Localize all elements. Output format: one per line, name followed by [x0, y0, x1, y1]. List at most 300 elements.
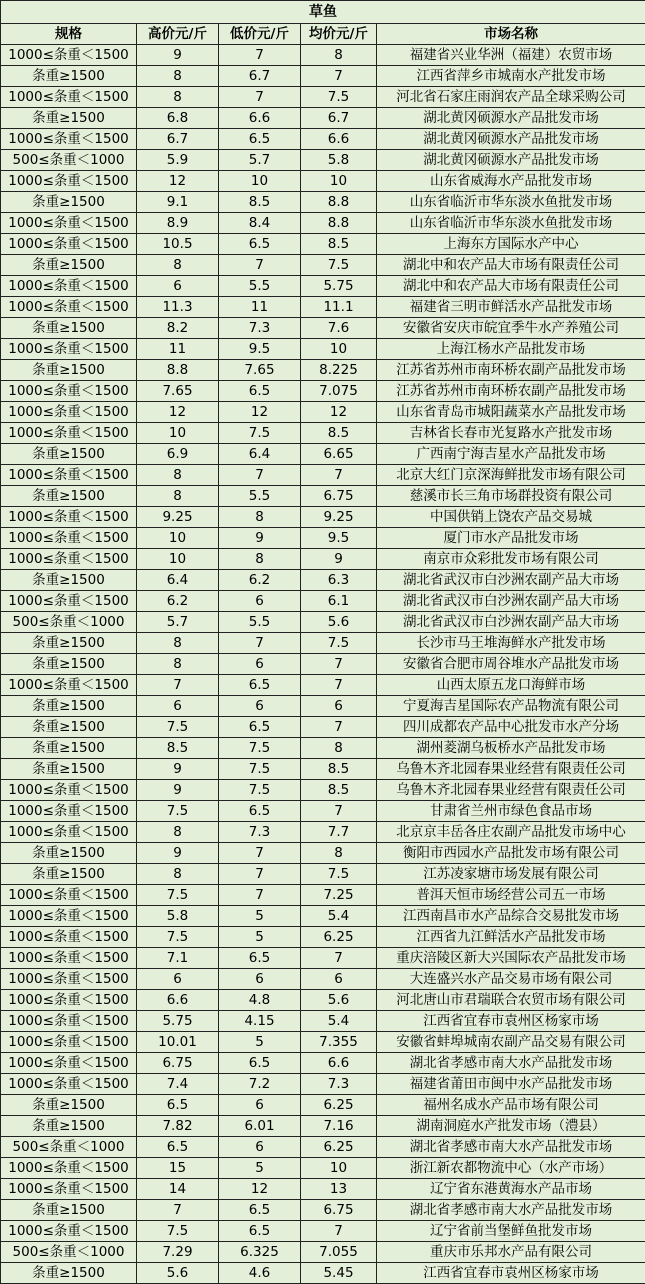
table-row — [1, 1242, 645, 1263]
cell-market-name: 湖北黄冈硕源水产品批发市场 — [377, 150, 645, 171]
header-low-price: 低价元/斤 — [219, 24, 301, 45]
table-row — [1, 696, 645, 717]
cell-high-price: 6.8 — [137, 108, 219, 129]
cell-avg-price: 7 — [301, 801, 377, 822]
cell-low-price: 6.4 — [219, 444, 301, 465]
cell-avg-price: 9.25 — [301, 507, 377, 528]
table-row — [1, 654, 645, 675]
table-row — [1, 1158, 645, 1179]
cell-market-name: 浙江新农都物流中心（水产市场） — [377, 1158, 645, 1179]
cell-low-price: 5.5 — [219, 486, 301, 507]
table-row — [1, 1263, 645, 1284]
table-row — [1, 444, 645, 465]
cell-low-price: 7.3 — [219, 318, 301, 339]
cell-high-price: 10 — [137, 549, 219, 570]
cell-high-price: 7.5 — [137, 717, 219, 738]
cell-high-price: 5.7 — [137, 612, 219, 633]
cell-spec: 1000≤条重＜1500 — [1, 402, 137, 423]
cell-market-name: 福建省兴业华洲（福建）农贸市场 — [377, 45, 645, 66]
table-row — [1, 465, 645, 486]
cell-low-price: 6.5 — [219, 234, 301, 255]
cell-avg-price: 6.25 — [301, 927, 377, 948]
table-row — [1, 1011, 645, 1032]
cell-spec: 1000≤条重＜1500 — [1, 465, 137, 486]
cell-high-price: 6 — [137, 276, 219, 297]
table-row — [1, 801, 645, 822]
cell-spec: 条重≥1500 — [1, 570, 137, 591]
table-row — [1, 1032, 645, 1053]
cell-low-price: 7 — [219, 633, 301, 654]
cell-high-price: 9.1 — [137, 192, 219, 213]
cell-market-name: 重庆市乐邦水产品有限公司 — [377, 1242, 645, 1263]
cell-market-name: 湖北省孝感市南大水产品批发市场 — [377, 1053, 645, 1074]
cell-market-name: 江西省萍乡市城南水产批发市场 — [377, 66, 645, 87]
cell-avg-price: 7 — [301, 948, 377, 969]
table-row — [1, 1116, 645, 1137]
table-row — [1, 87, 645, 108]
cell-market-name: 上海东方国际水产中心 — [377, 234, 645, 255]
cell-high-price: 8 — [137, 654, 219, 675]
cell-spec: 1000≤条重＜1500 — [1, 234, 137, 255]
cell-low-price: 8 — [219, 549, 301, 570]
cell-high-price: 6.5 — [137, 1095, 219, 1116]
cell-market-name: 福建省三明市鲜活水产品批发市场 — [377, 297, 645, 318]
cell-high-price: 6 — [137, 696, 219, 717]
table-row — [1, 1137, 645, 1158]
cell-avg-price: 5.6 — [301, 990, 377, 1011]
cell-spec: 500≤条重＜1000 — [1, 150, 137, 171]
cell-market-name: 湖北省武汉市白沙洲农副产品大市场 — [377, 591, 645, 612]
cell-avg-price: 6.1 — [301, 591, 377, 612]
cell-avg-price: 6 — [301, 696, 377, 717]
cell-low-price: 5 — [219, 1032, 301, 1053]
cell-spec: 500≤条重＜1000 — [1, 612, 137, 633]
cell-low-price: 7 — [219, 864, 301, 885]
cell-high-price: 6.5 — [137, 1137, 219, 1158]
cell-market-name: 山东省青岛市城阳蔬菜水产品批发市场 — [377, 402, 645, 423]
cell-spec: 1000≤条重＜1500 — [1, 507, 137, 528]
cell-spec: 1000≤条重＜1500 — [1, 927, 137, 948]
cell-low-price: 6 — [219, 591, 301, 612]
cell-spec: 1000≤条重＜1500 — [1, 591, 137, 612]
cell-market-name: 长沙市马王堆海鲜水产批发市场 — [377, 633, 645, 654]
cell-high-price: 7.82 — [137, 1116, 219, 1137]
cell-spec: 1000≤条重＜1500 — [1, 948, 137, 969]
cell-market-name: 宁夏海吉星国际农产品物流有限公司 — [377, 696, 645, 717]
cell-low-price: 7.2 — [219, 1074, 301, 1095]
cell-low-price: 6.01 — [219, 1116, 301, 1137]
table-row — [1, 1179, 645, 1200]
table-row — [1, 1221, 645, 1242]
table-row — [1, 612, 645, 633]
cell-avg-price: 5.45 — [301, 1263, 377, 1284]
table-row — [1, 297, 645, 318]
cell-low-price: 6.325 — [219, 1242, 301, 1263]
cell-high-price: 8 — [137, 255, 219, 276]
cell-spec: 1000≤条重＜1500 — [1, 969, 137, 990]
cell-spec: 条重≥1500 — [1, 1095, 137, 1116]
cell-market-name: 湖北中和农产品大市场有限责任公司 — [377, 276, 645, 297]
cell-spec: 1000≤条重＜1500 — [1, 1032, 137, 1053]
cell-high-price: 8 — [137, 465, 219, 486]
cell-market-name: 慈溪市长三角市场群投资有限公司 — [377, 486, 645, 507]
cell-low-price: 7.5 — [219, 780, 301, 801]
cell-avg-price: 7.3 — [301, 1074, 377, 1095]
cell-high-price: 10.5 — [137, 234, 219, 255]
table-row — [1, 780, 645, 801]
cell-market-name: 湖北省孝感市南大水产品批发市场 — [377, 1200, 645, 1221]
cell-avg-price: 7.5 — [301, 255, 377, 276]
table-row — [1, 570, 645, 591]
cell-high-price: 5.6 — [137, 1263, 219, 1284]
cell-spec: 条重≥1500 — [1, 66, 137, 87]
cell-spec: 1000≤条重＜1500 — [1, 822, 137, 843]
cell-low-price: 7 — [219, 45, 301, 66]
cell-market-name: 厦门市水产品批发市场 — [377, 528, 645, 549]
cell-low-price: 12 — [219, 402, 301, 423]
cell-low-price: 6.7 — [219, 66, 301, 87]
table-row — [1, 864, 645, 885]
cell-market-name: 江苏省苏州市南环桥农副产品批发市场 — [377, 360, 645, 381]
cell-high-price: 6.7 — [137, 129, 219, 150]
cell-market-name: 湖北黄冈硕源水产品批发市场 — [377, 129, 645, 150]
cell-low-price: 6.5 — [219, 801, 301, 822]
cell-low-price: 5 — [219, 927, 301, 948]
cell-low-price: 7 — [219, 255, 301, 276]
header-row — [1, 24, 645, 45]
cell-low-price: 5 — [219, 1158, 301, 1179]
cell-high-price: 7.1 — [137, 948, 219, 969]
cell-high-price: 7.29 — [137, 1242, 219, 1263]
cell-market-name: 乌鲁木齐北园春果业经营有限责任公司 — [377, 780, 645, 801]
cell-high-price: 7.5 — [137, 801, 219, 822]
cell-avg-price: 6.75 — [301, 486, 377, 507]
cell-spec: 条重≥1500 — [1, 360, 137, 381]
header-high-price: 高价元/斤 — [137, 24, 219, 45]
cell-high-price: 15 — [137, 1158, 219, 1179]
cell-avg-price: 12 — [301, 402, 377, 423]
cell-low-price: 6.5 — [219, 381, 301, 402]
cell-market-name: 甘肃省兰州市绿色食品市场 — [377, 801, 645, 822]
cell-spec: 条重≥1500 — [1, 318, 137, 339]
cell-avg-price: 7 — [301, 1221, 377, 1242]
cell-low-price: 4.8 — [219, 990, 301, 1011]
table-row — [1, 276, 645, 297]
cell-avg-price: 8.5 — [301, 423, 377, 444]
table-row — [1, 759, 645, 780]
cell-spec: 条重≥1500 — [1, 738, 137, 759]
cell-avg-price: 7.5 — [301, 87, 377, 108]
cell-avg-price: 13 — [301, 1179, 377, 1200]
cell-market-name: 江西省宜春市袁州区杨家市场 — [377, 1263, 645, 1284]
cell-spec: 条重≥1500 — [1, 255, 137, 276]
cell-spec: 1000≤条重＜1500 — [1, 1053, 137, 1074]
cell-avg-price: 7.5 — [301, 864, 377, 885]
cell-spec: 1000≤条重＜1500 — [1, 87, 137, 108]
cell-spec: 条重≥1500 — [1, 633, 137, 654]
cell-high-price: 6.6 — [137, 990, 219, 1011]
cell-market-name: 北京京丰岳各庄农副产品批发市场中心 — [377, 822, 645, 843]
cell-high-price: 9 — [137, 45, 219, 66]
cell-high-price: 6 — [137, 969, 219, 990]
cell-market-name: 江西省九江鲜活水产品批发市场 — [377, 927, 645, 948]
cell-low-price: 5.5 — [219, 276, 301, 297]
cell-avg-price: 6.75 — [301, 1200, 377, 1221]
table-row — [1, 549, 645, 570]
cell-market-name: 乌鲁木齐北园春果业经营有限责任公司 — [377, 759, 645, 780]
cell-low-price: 6 — [219, 969, 301, 990]
cell-high-price: 6.2 — [137, 591, 219, 612]
cell-avg-price: 8.225 — [301, 360, 377, 381]
cell-market-name: 安徽省安庆市皖宜季牛水产养殖公司 — [377, 318, 645, 339]
cell-low-price: 8 — [219, 507, 301, 528]
price-table-body — [1, 1, 645, 1284]
table-row — [1, 402, 645, 423]
cell-spec: 条重≥1500 — [1, 444, 137, 465]
table-row — [1, 1074, 645, 1095]
cell-market-name: 北京大红门京深海鲜批发市场有限公司 — [377, 465, 645, 486]
title-row — [1, 1, 645, 24]
cell-high-price: 7.5 — [137, 1221, 219, 1242]
cell-low-price: 6 — [219, 1137, 301, 1158]
table-row — [1, 675, 645, 696]
cell-avg-price: 9 — [301, 549, 377, 570]
cell-avg-price: 5.6 — [301, 612, 377, 633]
cell-avg-price: 7 — [301, 66, 377, 87]
table-row — [1, 234, 645, 255]
cell-high-price: 7.4 — [137, 1074, 219, 1095]
cell-low-price: 5 — [219, 906, 301, 927]
cell-avg-price: 5.8 — [301, 150, 377, 171]
cell-low-price: 6.5 — [219, 717, 301, 738]
cell-low-price: 6.5 — [219, 948, 301, 969]
cell-high-price: 5.9 — [137, 150, 219, 171]
cell-market-name: 湖北省武汉市白沙洲农副产品大市场 — [377, 570, 645, 591]
cell-market-name: 江苏凌家塘市场发展有限公司 — [377, 864, 645, 885]
cell-avg-price: 8.5 — [301, 780, 377, 801]
cell-avg-price: 8.8 — [301, 192, 377, 213]
cell-spec: 1000≤条重＜1500 — [1, 990, 137, 1011]
cell-low-price: 4.6 — [219, 1263, 301, 1284]
table-row — [1, 486, 645, 507]
cell-low-price: 7.65 — [219, 360, 301, 381]
cell-spec: 条重≥1500 — [1, 864, 137, 885]
cell-high-price: 10 — [137, 423, 219, 444]
cell-spec: 1000≤条重＜1500 — [1, 129, 137, 150]
cell-market-name: 湖南洞庭水产批发市场（澧县） — [377, 1116, 645, 1137]
cell-market-name: 湖北黄冈硕源水产品批发市场 — [377, 108, 645, 129]
cell-market-name: 辽宁省前当堡鲜鱼批发市场 — [377, 1221, 645, 1242]
cell-avg-price: 8.8 — [301, 213, 377, 234]
cell-spec: 1000≤条重＜1500 — [1, 1179, 137, 1200]
cell-avg-price: 6.3 — [301, 570, 377, 591]
cell-high-price: 8.9 — [137, 213, 219, 234]
cell-high-price: 8 — [137, 486, 219, 507]
header-avg-price: 均价元/斤 — [301, 24, 377, 45]
cell-low-price: 12 — [219, 1179, 301, 1200]
cell-spec: 1000≤条重＜1500 — [1, 381, 137, 402]
table-title: 草鱼 — [1, 1, 645, 24]
cell-market-name: 安徽省蚌埠城南农副产品交易有限公司 — [377, 1032, 645, 1053]
cell-avg-price: 5.4 — [301, 1011, 377, 1032]
cell-market-name: 大连盛兴水产品交易市场有限公司 — [377, 969, 645, 990]
cell-high-price: 7 — [137, 675, 219, 696]
cell-high-price: 10.01 — [137, 1032, 219, 1053]
header-market-name: 市场名称 — [377, 24, 645, 45]
table-row — [1, 423, 645, 444]
cell-spec: 1000≤条重＜1500 — [1, 885, 137, 906]
cell-low-price: 7 — [219, 885, 301, 906]
cell-spec: 1000≤条重＜1500 — [1, 1074, 137, 1095]
cell-low-price: 6.5 — [219, 1053, 301, 1074]
table-row — [1, 717, 645, 738]
table-row — [1, 318, 645, 339]
cell-low-price: 8.5 — [219, 192, 301, 213]
cell-market-name: 山东省威海水产品批发市场 — [377, 171, 645, 192]
cell-market-name: 湖州菱湖乌板桥水产品批发市场 — [377, 738, 645, 759]
cell-spec: 1000≤条重＜1500 — [1, 339, 137, 360]
cell-low-price: 7.3 — [219, 822, 301, 843]
cell-avg-price: 7.055 — [301, 1242, 377, 1263]
cell-market-name: 上海江杨水产品批发市场 — [377, 339, 645, 360]
cell-market-name: 江西省宜春市袁州区杨家市场 — [377, 1011, 645, 1032]
cell-low-price: 5.5 — [219, 612, 301, 633]
cell-market-name: 山东省临沂市华东淡水鱼批发市场 — [377, 213, 645, 234]
cell-high-price: 6.75 — [137, 1053, 219, 1074]
cell-avg-price: 9.5 — [301, 528, 377, 549]
table-row — [1, 843, 645, 864]
cell-market-name: 中国供销上饶农产品交易城 — [377, 507, 645, 528]
table-row — [1, 822, 645, 843]
cell-avg-price: 7.6 — [301, 318, 377, 339]
cell-market-name: 湖北省武汉市白沙洲农副产品大市场 — [377, 612, 645, 633]
table-row — [1, 591, 645, 612]
cell-avg-price: 5.4 — [301, 906, 377, 927]
cell-avg-price: 7 — [301, 654, 377, 675]
table-row — [1, 129, 645, 150]
cell-low-price: 6 — [219, 696, 301, 717]
cell-spec: 条重≥1500 — [1, 192, 137, 213]
cell-avg-price: 6.65 — [301, 444, 377, 465]
cell-avg-price: 7.075 — [301, 381, 377, 402]
cell-spec: 条重≥1500 — [1, 1263, 137, 1284]
cell-high-price: 8 — [137, 66, 219, 87]
cell-high-price: 7.5 — [137, 885, 219, 906]
table-row — [1, 150, 645, 171]
table-row — [1, 381, 645, 402]
cell-spec: 条重≥1500 — [1, 108, 137, 129]
cell-low-price: 6.5 — [219, 1200, 301, 1221]
cell-avg-price: 7.25 — [301, 885, 377, 906]
table-row — [1, 45, 645, 66]
cell-high-price: 8.2 — [137, 318, 219, 339]
cell-low-price: 6.5 — [219, 129, 301, 150]
cell-low-price: 7.5 — [219, 738, 301, 759]
cell-low-price: 7 — [219, 465, 301, 486]
cell-low-price: 6.6 — [219, 108, 301, 129]
cell-low-price: 9.5 — [219, 339, 301, 360]
cell-market-name: 福建省莆田市闽中水产品批发市场 — [377, 1074, 645, 1095]
cell-spec: 1000≤条重＜1500 — [1, 297, 137, 318]
table-row — [1, 255, 645, 276]
cell-high-price: 7.5 — [137, 927, 219, 948]
cell-low-price: 6.2 — [219, 570, 301, 591]
cell-low-price: 11 — [219, 297, 301, 318]
cell-low-price: 6 — [219, 1095, 301, 1116]
cell-market-name: 普洱天恒市场经营公司五一市场 — [377, 885, 645, 906]
table-row — [1, 360, 645, 381]
cell-market-name: 湖北中和农产品大市场有限责任公司 — [377, 255, 645, 276]
cell-market-name: 吉林省长春市光复路水产批发市场 — [377, 423, 645, 444]
cell-low-price: 7.5 — [219, 423, 301, 444]
cell-market-name: 河北省石家庄雨润农产品全球采购公司 — [377, 87, 645, 108]
cell-low-price: 4.15 — [219, 1011, 301, 1032]
cell-low-price: 6.5 — [219, 1221, 301, 1242]
cell-market-name: 山西太原五龙口海鲜市场 — [377, 675, 645, 696]
cell-avg-price: 6.6 — [301, 129, 377, 150]
table-row — [1, 171, 645, 192]
cell-high-price: 8 — [137, 87, 219, 108]
cell-high-price: 8 — [137, 864, 219, 885]
cell-avg-price: 8 — [301, 843, 377, 864]
cell-market-name: 河北唐山市君瑞联合农贸市场有限公司 — [377, 990, 645, 1011]
cell-market-name: 江苏省苏州市南环桥农副产品批发市场 — [377, 381, 645, 402]
cell-avg-price: 6.7 — [301, 108, 377, 129]
cell-avg-price: 7.355 — [301, 1032, 377, 1053]
table-row — [1, 927, 645, 948]
cell-spec: 500≤条重＜1000 — [1, 1242, 137, 1263]
cell-high-price: 9.25 — [137, 507, 219, 528]
cell-high-price: 7 — [137, 1200, 219, 1221]
cell-spec: 1000≤条重＜1500 — [1, 675, 137, 696]
cell-avg-price: 10 — [301, 1158, 377, 1179]
table-row — [1, 339, 645, 360]
cell-market-name: 四川成都农产品中心批发市水产分场 — [377, 717, 645, 738]
cell-high-price: 8.8 — [137, 360, 219, 381]
cell-spec: 条重≥1500 — [1, 486, 137, 507]
table-row — [1, 885, 645, 906]
cell-market-name: 辽宁省东港黄海水产品市场 — [377, 1179, 645, 1200]
table-row — [1, 906, 645, 927]
cell-spec: 条重≥1500 — [1, 1116, 137, 1137]
table-row — [1, 990, 645, 1011]
cell-avg-price: 10 — [301, 339, 377, 360]
cell-market-name: 湖北省孝感市南大水产品批发市场 — [377, 1137, 645, 1158]
cell-avg-price: 7 — [301, 675, 377, 696]
cell-spec: 1000≤条重＜1500 — [1, 423, 137, 444]
cell-spec: 1000≤条重＜1500 — [1, 1158, 137, 1179]
cell-low-price: 6 — [219, 654, 301, 675]
cell-high-price: 5.75 — [137, 1011, 219, 1032]
cell-spec: 条重≥1500 — [1, 1200, 137, 1221]
cell-high-price: 8 — [137, 633, 219, 654]
cell-avg-price: 8 — [301, 738, 377, 759]
cell-spec: 条重≥1500 — [1, 843, 137, 864]
cell-spec: 1000≤条重＜1500 — [1, 1011, 137, 1032]
cell-market-name: 安徽省合肥市周谷堆水产品批发市场 — [377, 654, 645, 675]
cell-avg-price: 11.1 — [301, 297, 377, 318]
cell-spec: 500≤条重＜1000 — [1, 1137, 137, 1158]
cell-high-price: 14 — [137, 1179, 219, 1200]
cell-avg-price: 6 — [301, 969, 377, 990]
table-row — [1, 1200, 645, 1221]
cell-high-price: 6.4 — [137, 570, 219, 591]
cell-high-price: 5.8 — [137, 906, 219, 927]
table-row — [1, 948, 645, 969]
cell-market-name: 山东省临沂市华东淡水鱼批发市场 — [377, 192, 645, 213]
cell-high-price: 9 — [137, 780, 219, 801]
cell-high-price: 8.5 — [137, 738, 219, 759]
